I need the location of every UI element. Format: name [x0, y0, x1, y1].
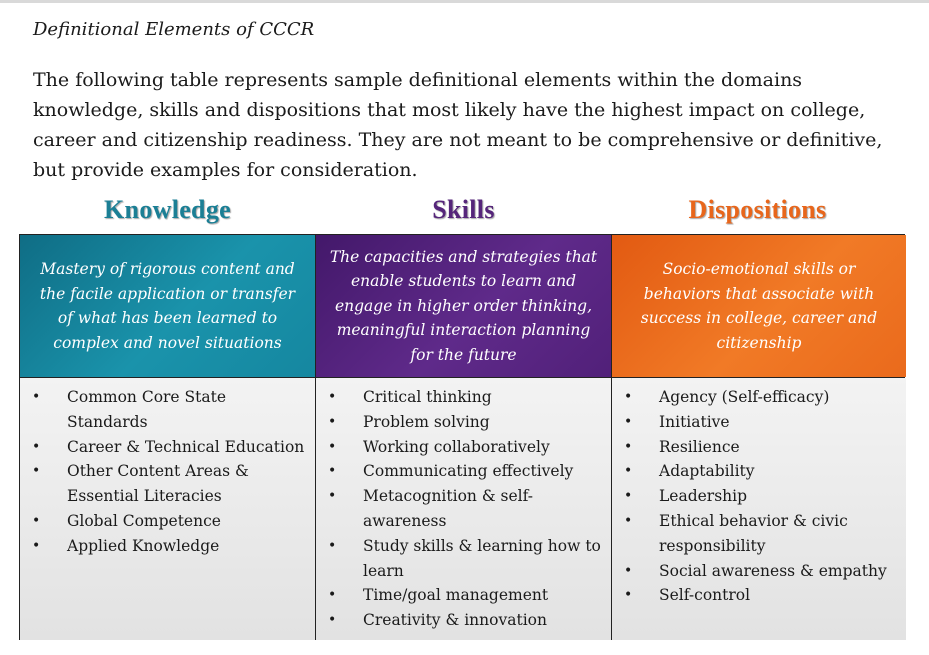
bullet-icon: •	[328, 537, 337, 554]
knowledge-description: Mastery of rigorous content and the facile application or transfer of what has been learned to complex and novel situations	[39, 260, 296, 352]
bullet-icon: •	[624, 389, 633, 405]
knowledge-list-cell	[20, 378, 315, 640]
list-item	[328, 385, 603, 410]
list-item-text: Leadership	[659, 487, 748, 506]
skills-description: The capacities and strategies that enable students to learn and engage in higher order thinking, meaningful interaction planning for the future	[329, 247, 598, 364]
list-item-text: Creativity & innovation	[363, 611, 547, 630]
dispositions-description: Socio-emotional skills or behaviors that associate with success in college, career and citizenship	[640, 260, 878, 352]
list-item-text: Problem solving	[363, 412, 490, 431]
list-item-text: Initiative	[659, 412, 730, 431]
list-item	[624, 509, 898, 559]
list-item	[624, 435, 898, 460]
list-item	[32, 459, 307, 509]
list-item-text: Self-control	[659, 586, 751, 605]
dispositions-heading: Dispositions	[688, 195, 827, 224]
list-item-text: Critical thinking	[363, 388, 492, 406]
bullet-icon: •	[624, 587, 633, 604]
list-item	[328, 410, 603, 435]
bullet-icon: •	[328, 389, 337, 405]
list-item	[624, 459, 898, 484]
list-item-text: Career & Technical Education	[67, 437, 305, 456]
bullet-icon: •	[328, 438, 337, 455]
intro-paragraph: The following table represents sample definitional elements within the domains knowledge, skills and dispositions that most likely have the highest impact on college, career and citizenship readiness. They are not meant to be comprehensive or definitive, but provide examples for consideration.	[33, 69, 883, 181]
bullet-icon: •	[328, 463, 337, 480]
dispositions-list	[624, 385, 898, 608]
list-item	[328, 484, 603, 534]
list-item	[328, 534, 603, 584]
bullet-icon: •	[624, 413, 633, 430]
bullet-icon: •	[328, 488, 337, 505]
bullet-icon: •	[32, 463, 41, 480]
skills-description-cell	[316, 235, 611, 377]
bullet-icon: •	[32, 512, 41, 529]
knowledge-list	[32, 385, 307, 559]
skills-list	[328, 385, 603, 633]
bullet-icon: •	[32, 537, 41, 554]
list-item-text: Applied Knowledge	[67, 536, 220, 555]
list-item-text: Time/goal management	[363, 586, 549, 605]
list-item-text: Resilience	[659, 437, 740, 456]
list-item	[624, 385, 898, 410]
list-item	[328, 435, 603, 460]
bullet-icon: •	[328, 612, 337, 629]
bullet-icon: •	[328, 587, 337, 604]
list-item	[624, 559, 898, 584]
top-rule	[0, 0, 929, 3]
list-item	[32, 534, 307, 559]
bullet-icon: •	[624, 512, 633, 529]
list-item	[32, 435, 307, 460]
bullet-icon: •	[32, 438, 41, 455]
skills-heading: Skills	[432, 195, 495, 224]
list-item-text: Global Competence	[67, 511, 221, 530]
list-item-text: Metacognition & self-awareness	[363, 487, 534, 530]
list-item-text: Working collaboratively	[363, 437, 550, 456]
skills-list-cell	[316, 378, 611, 640]
bullet-icon: •	[32, 389, 41, 405]
bullet-icon: •	[328, 413, 337, 430]
list-item	[624, 410, 898, 435]
list-item-text: Common Core State Standards	[67, 388, 227, 431]
list-item	[32, 509, 307, 534]
knowledge-heading: Knowledge	[104, 195, 231, 224]
list-item-text: Social awareness & empathy	[659, 561, 887, 580]
list-item-text: Ethical behavior & civic responsibility	[659, 511, 848, 555]
list-item	[328, 608, 603, 633]
list-item	[32, 385, 307, 435]
dispositions-list-cell	[612, 378, 906, 640]
list-item	[624, 484, 898, 509]
document-title: Definitional Elements of CCCR	[33, 19, 315, 40]
list-item	[328, 583, 603, 608]
cccr-table	[19, 234, 905, 640]
bullet-icon: •	[624, 488, 633, 505]
list-item-text: Communicating effectively	[363, 462, 574, 481]
bullet-icon: •	[624, 562, 633, 579]
list-item-text: Agency (Self-efficacy)	[659, 388, 830, 406]
knowledge-description-cell	[20, 235, 315, 377]
bullet-icon: •	[624, 463, 633, 480]
dispositions-description-cell	[612, 235, 906, 377]
list-item-text: Other Content Areas & Essential Literacies	[67, 462, 249, 506]
list-item-text: Adaptability	[659, 462, 755, 481]
list-item-text: Study skills & learning how to learn	[363, 536, 601, 580]
list-item	[624, 583, 898, 608]
list-item	[328, 459, 603, 484]
bullet-icon: •	[624, 438, 633, 455]
